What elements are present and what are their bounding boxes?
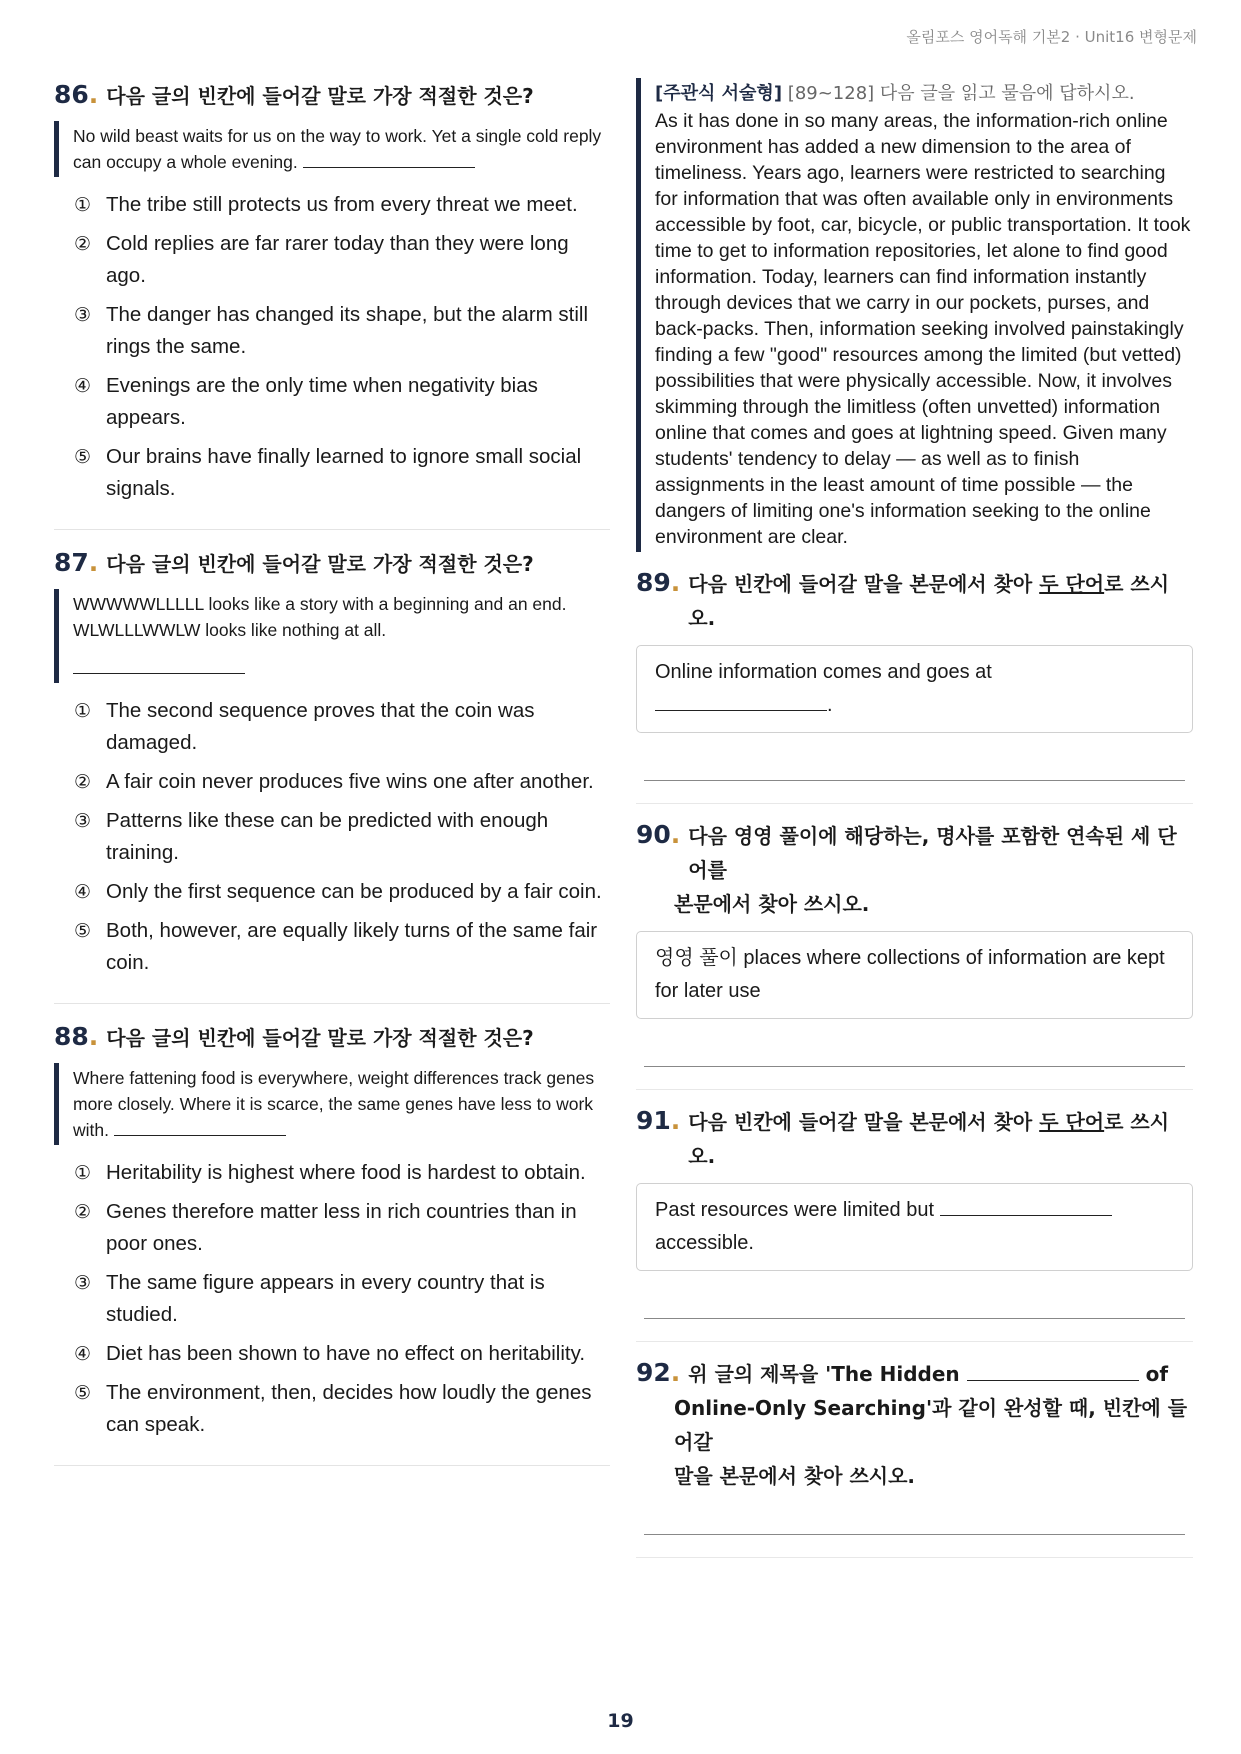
answer-blank [967, 1362, 1139, 1381]
passage [54, 121, 610, 177]
question-number: 87 [54, 548, 89, 577]
question-box: 영영 풀이 places where collections of information are kept for later use [636, 931, 1193, 1019]
choice-mark: ④ [74, 1343, 92, 1365]
question-prompt-line2: Online-Only Searching'과 같이 완성할 때, 빈칸에 들어갈 [674, 1396, 1188, 1454]
choice-text: The same figure appears in every country that is studied. [106, 1271, 545, 1326]
passage-text: No wild beast waits for us on the way to work. Yet a single cold reply can occupy a whole evening. [73, 126, 602, 172]
question-number: 91 [636, 1106, 671, 1135]
choice-mark: ② [74, 771, 92, 793]
question-number: 89 [636, 568, 671, 597]
choice-text: Genes therefore matter less in rich countries than in poor ones. [106, 1200, 577, 1255]
choice-text: Diet has been shown to have no effect on heritability. [106, 1342, 586, 1365]
question-title: 89 . 다음 빈칸에 들어갈 말을 본문에서 찾아 두 단어로 쓰시오. [636, 566, 1193, 635]
page-number: 19 [607, 1710, 634, 1732]
divider [54, 529, 610, 530]
box-text: Past resources were limited but [655, 1199, 935, 1221]
choice-text: Only the first sequence can be produced by a fair coin. [106, 880, 602, 903]
question-title: 87 . 다음 글의 빈칸에 들어갈 말로 가장 적절한 것은? [54, 546, 610, 581]
choice-text: Patterns like these can be predicted with enough training. [106, 809, 549, 864]
question-number: 86 [54, 80, 89, 109]
question-prompt: 다음 글의 빈칸에 들어갈 말로 가장 적절한 것은? [106, 84, 534, 108]
box-text-end: accessible. [655, 1232, 754, 1254]
choice-1[interactable] [74, 695, 610, 759]
question-number: 88 [54, 1022, 89, 1051]
question-88 [54, 1020, 610, 1441]
choice-mark: ① [74, 700, 92, 722]
choice-mark: ⑤ [74, 1382, 92, 1404]
answer-blank [303, 149, 475, 168]
question-86 [54, 78, 610, 505]
choice-text: Our brains have finally learned to ignore small social signals. [106, 445, 582, 500]
choice-mark: ③ [74, 1272, 92, 1294]
question-prompt: 위 글의 제목을 'The Hidden of [688, 1362, 1169, 1386]
choice-mark: ① [74, 194, 92, 216]
choice-mark: ② [74, 1201, 92, 1223]
divider [54, 1003, 610, 1004]
choice-2[interactable] [74, 1196, 610, 1260]
divider [636, 1089, 1193, 1090]
choice-list [54, 189, 610, 505]
choice-list [54, 695, 610, 979]
question-87 [54, 546, 610, 979]
box-text: Online information comes and goes at [655, 661, 992, 683]
choice-mark: ① [74, 1162, 92, 1184]
choice-1[interactable] [74, 1157, 610, 1189]
choice-3[interactable] [74, 805, 610, 869]
right-column [636, 78, 1193, 1572]
page-header: 올림포스 영어독해 기본2 · Unit16 변형문제 [906, 28, 1197, 46]
choice-list [54, 1157, 610, 1441]
question-number: 90 [636, 820, 671, 849]
answer-blank [114, 1117, 286, 1136]
question-90 [636, 818, 1193, 1067]
choice-mark: ③ [74, 810, 92, 832]
passage [54, 1063, 610, 1145]
question-91 [636, 1104, 1193, 1319]
choice-3[interactable] [74, 1267, 610, 1331]
choice-text: Both, however, are equally likely turns of the same fair coin. [106, 919, 598, 974]
choice-5[interactable] [74, 441, 610, 505]
question-89 [636, 566, 1193, 781]
choice-2[interactable] [74, 228, 610, 292]
question-box: Online information comes and goes at . [636, 645, 1193, 733]
choice-5[interactable] [74, 1377, 610, 1441]
answer-blank [73, 655, 245, 674]
left-column [54, 78, 610, 1482]
divider [636, 803, 1193, 804]
subjective-tag: [주관식 서술형] [655, 83, 783, 104]
question-title: 90 . 다음 영영 풀이에 해당하는, 명사를 포함한 연속된 세 단어를 [636, 818, 1193, 887]
choice-text: The tribe still protects us from every threat we meet. [106, 193, 578, 216]
question-title: 86 . 다음 글의 빈칸에 들어갈 말로 가장 적절한 것은? [54, 78, 610, 113]
choice-mark: ⑤ [74, 920, 92, 942]
question-box [636, 1183, 1193, 1271]
answer-line[interactable] [644, 1533, 1185, 1535]
choice-1[interactable] [74, 189, 610, 221]
question-title: 92 . 위 글의 제목을 'The Hidden of [636, 1356, 1193, 1391]
question-number: 92 [636, 1358, 671, 1387]
question-prompt-line2: 본문에서 찾아 쓰시오. [674, 892, 870, 916]
choice-mark: ⑤ [74, 446, 92, 468]
choice-text: The environment, then, decides how loudly the genes can speak. [106, 1381, 592, 1436]
choice-text: A fair coin never produces five wins one after another. [106, 770, 594, 793]
question-92 [636, 1356, 1193, 1535]
shared-passage-heading [655, 80, 1193, 108]
question-title: 91 . 다음 빈칸에 들어갈 말을 본문에서 찾아 두 단어로 쓰시오. [636, 1104, 1193, 1173]
question-prompt: 다음 영영 풀이에 해당하는, 명사를 포함한 연속된 세 단어를 [688, 824, 1177, 882]
choice-text: The second sequence proves that the coin was damaged. [106, 699, 535, 754]
answer-blank [655, 692, 827, 711]
question-prompt: 다음 글의 빈칸에 들어갈 말로 가장 적절한 것은? [106, 552, 534, 576]
choice-mark: ② [74, 233, 92, 255]
choice-4[interactable] [74, 876, 610, 908]
question-prompt: 다음 글의 빈칸에 들어갈 말로 가장 적절한 것은? [106, 1026, 534, 1050]
shared-instruction: [89~128] 다음 글을 읽고 물음에 답하시오. [787, 83, 1135, 104]
question-prompt-line3: 말을 본문에서 찾아 쓰시오. [674, 1464, 916, 1488]
question-title: 88 . 다음 글의 빈칸에 들어갈 말로 가장 적절한 것은? [54, 1020, 610, 1055]
choice-4[interactable] [74, 370, 610, 434]
choice-5[interactable] [74, 915, 610, 979]
divider [54, 1465, 610, 1466]
choice-2[interactable] [74, 766, 610, 798]
choice-text: The danger has changed its shape, but the alarm still rings the same. [106, 303, 589, 358]
choice-3[interactable] [74, 299, 610, 363]
shared-passage [636, 78, 1193, 552]
shared-passage-text: As it has done in so many areas, the information-rich online environment has added a new dimension to the area of timeliness. Years ago, learners were restricted to searching for information that was often available only in environments accessible by foot, car, bicycle, or public transportation. It took time to get to information repositories, let alone to find good information. Today, learners can find information instantly through devices that we carry in our pockets, purses, and back-packs. Then, information seeking involved painstakingly finding a few "good" resources among the limited (but vetted) possibilities that were physically accessible. Now, it involves skimming through the limitless (often unvetted) information online that comes and goes at lightning speed. Given many students' tendency to delay — as well as to finish assignments in the least amount of time possible — the dangers of limiting one's information seeking to the online environment are clear. [655, 110, 1191, 548]
choice-mark: ③ [74, 304, 92, 326]
choice-text: Cold replies are far rarer today than they were long ago. [106, 232, 569, 287]
passage [54, 589, 610, 683]
divider [636, 1557, 1193, 1558]
passage-text: Where fattening food is everywhere, weight differences track genes more closely. Where it is scarce, the same genes have less to work with. [73, 1068, 595, 1140]
question-prompt: 다음 빈칸에 들어갈 말을 본문에서 찾아 두 단어로 쓰시오. [688, 1110, 1170, 1168]
choice-mark: ④ [74, 375, 92, 397]
answer-line[interactable] [644, 1317, 1185, 1319]
answer-blank [940, 1197, 1112, 1216]
divider [636, 1341, 1193, 1342]
question-prompt: 다음 빈칸에 들어갈 말을 본문에서 찾아 두 단어로 쓰시오. [688, 572, 1170, 630]
choice-text: Heritability is highest where food is hardest to obtain. [106, 1161, 586, 1184]
answer-line[interactable] [644, 779, 1185, 781]
choice-text: Evenings are the only time when negativity bias appears. [106, 374, 538, 429]
choice-mark: ④ [74, 881, 92, 903]
choice-4[interactable] [74, 1338, 610, 1370]
answer-line[interactable] [644, 1065, 1185, 1067]
passage-text: WWWWWLLLLL looks like a story with a beginning and an end. WLWLLLWWLW looks like nothing at all. [73, 594, 567, 640]
